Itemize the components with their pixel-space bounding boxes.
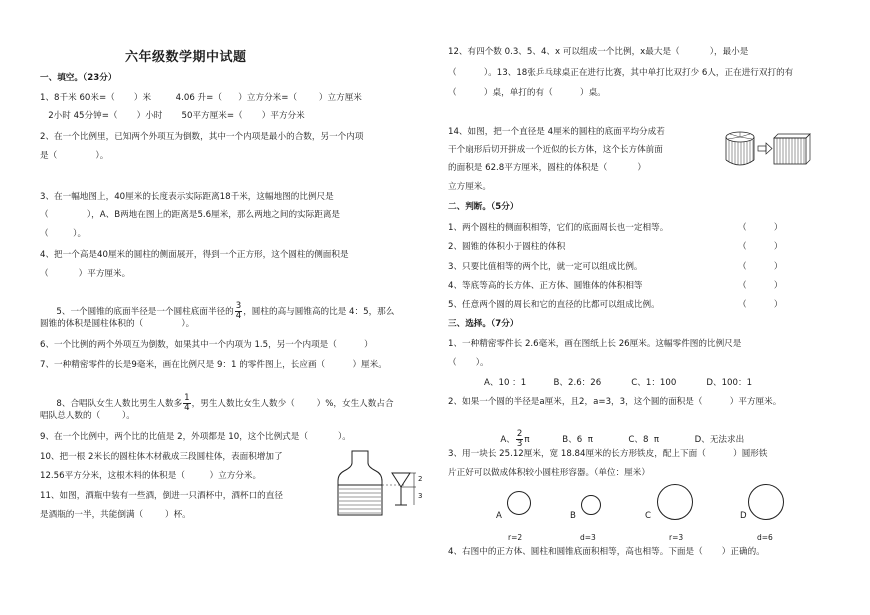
figure-label-3: 3 <box>418 492 423 500</box>
circle-b-size: d=3 <box>580 533 596 542</box>
question-14-line-1: 14、如图，把一个直径是 4厘米的圆柱的底面平均分成若 <box>448 127 665 137</box>
question-8-line-1: 8、合唱队女生人数比男生人数多 $\frac{1}{4}$ ，男生人数比女生人数少（ ）%，女生人数占合 <box>56 393 394 413</box>
question-6: 6、一个比例的两个外项互为倒数，如果其中一个内项为 1.5，另一个内项是（ ） <box>40 340 373 350</box>
judge-4-bracket: （ ） <box>738 281 783 291</box>
choice-2-line-1: 2、如果一个圆的半径是a厘米，且2，a=3，3，这个圆的面积是（ ）平方厘米。 <box>448 397 782 407</box>
question-3-line-1: 3、在一幅地图上，40厘米的长度表示实际距离18千米，这幅地图的比例尺是 <box>40 192 334 202</box>
choice-3-line-2: 片正好可以做成体积较小圆柱形容器。（单位：厘米） <box>448 468 650 478</box>
judge-2-bracket: （ ） <box>738 242 783 252</box>
choice-3-line-1: 3、用一块长 25.12厘米，宽 18.84厘米的长方形铁皮，配上下面（ ）圆形铁 <box>448 449 768 459</box>
question-11-line-1: 11、如图，酒瓶中装有一些酒，倒进一只酒杯中，酒杯口的直径 <box>40 491 283 501</box>
judge-5: 5、任意两个圆的周长和它的直径的比都可以组成比例。 <box>448 300 660 310</box>
question-14-line-2: 干个扇形后切开拼成一个近似的长方体，这个长方体前面 <box>448 145 663 155</box>
question-5-line-2: 圆锥的体积是圆柱体积的（ ）。 <box>40 319 195 329</box>
circle-d-letter: D <box>740 511 747 521</box>
question-10-line-2: 12.56平方分米，这根木料的体积是（ ）立方分米。 <box>40 471 262 481</box>
judge-4: 4、等底等高的长方体、正方体、圆锥体的体积相等 <box>448 281 643 291</box>
choice-4: 4、右图中的正方体、圆柱和圆锥底面积相等，高也相等。下面是（ ）正确的。 <box>448 547 765 557</box>
circle-c-letter: C <box>645 511 652 521</box>
question-1-line-1: 1、8千米 60米=（ ）米 4.06 升=（ ）立方分米=（ ）立方厘米 <box>40 93 362 103</box>
judge-5-bracket: （ ） <box>738 300 783 310</box>
bottle-and-glass-figure <box>336 449 430 519</box>
circle-d-shape <box>748 484 784 520</box>
fraction-one-quarter: $\frac{1}{4}$ <box>184 393 190 413</box>
fraction-two-thirds: $\frac{2}{3}$ <box>516 429 523 449</box>
judge-1-bracket: （ ） <box>738 223 783 233</box>
choice-1-options: A、10 ：1 B、2.6：26 C、1：100 D、100：1 <box>484 378 753 388</box>
question-12-line-1: 12、有四个数 0.3、5、4、x 可以组成一个比例，x最大是（ ），最小是 <box>448 47 749 57</box>
question-3-line-3: （ ）。 <box>40 229 87 239</box>
question-11-line-2: 是酒瓶的一半，共能倒满（ ）杯。 <box>40 510 191 520</box>
circle-d-size: d=6 <box>757 533 773 542</box>
question-3-line-2: （ ），A、B两地在图上的距离是5.6厘米，那么两地之间的实际距离是 <box>40 210 341 220</box>
circle-a-letter: A <box>496 511 502 521</box>
question-5-line-1: 5、一个圆锥的底面半径是一个圆柱底面半径的 $\frac{3}{4}$ ，圆柱的高与圆锥高的比是 4：5，那么 <box>56 301 395 321</box>
circle-b-shape <box>581 495 601 515</box>
question-14-line-4: 立方厘米。 <box>448 182 491 192</box>
question-4-line-2: （ ）平方厘米。 <box>40 269 131 279</box>
question-9: 9、在一个比例中，两个比的比值是 2，外项都是 10，这个比例式是（ ）。 <box>40 432 351 442</box>
question-12-line-3: （ ）桌，单打的有（ ）桌。 <box>448 88 606 98</box>
question-14-line-3: 的面积是 62.8平方厘米，圆柱的体积是（ ） <box>448 163 647 173</box>
question-2-line-1: 2、在一个比例里，已知两个外项互为倒数，其中一个内项是最小的合数，另一个内项 <box>40 132 364 142</box>
circle-a-shape <box>507 491 531 515</box>
judge-2: 2、圆锥的体积小于圆柱的体积 <box>448 242 566 252</box>
fraction-three-quarters: $\frac{3}{4}$ <box>235 301 242 321</box>
question-2-line-2: 是（ ）。 <box>40 151 109 161</box>
judge-1: 1、两个圆柱的侧面积相等，它们的底面周长也一定相等。 <box>448 223 669 233</box>
choice-2-options: A、 $\frac{2}{3}$ π B、6 π C、8 π D、无法求出 <box>500 429 745 449</box>
section-fill-heading: 一、填空。（23分） <box>40 73 117 83</box>
figure-label-2: 2 <box>418 475 423 483</box>
page-title: 六年级数学期中试题 <box>125 50 247 65</box>
section-judge-heading: 二、判断。（5分） <box>448 202 519 212</box>
circle-b-letter: B <box>570 511 576 521</box>
circle-a-size: r=2 <box>508 533 523 542</box>
choice-1-line-2: （ ）。 <box>448 358 489 368</box>
circle-c-shape <box>657 484 693 520</box>
judge-3-bracket: （ ） <box>738 262 783 272</box>
question-10-line-1: 10、把一根 2米长的圆柱体木材截成三段圆柱体，表面积增加了 <box>40 452 283 462</box>
question-12-line-2: （ ）。13、18张乒乓球桌正在进行比赛，其中单打比双打少 6人，正在进行双打的有 <box>448 68 794 78</box>
sliced-cylinder-icon <box>726 132 754 165</box>
section-choose-heading: 三、选择。（7分） <box>448 319 519 329</box>
question-4-line-1: 4、把一个高是40厘米的圆柱的侧面展开，得到一个正方形，这个圆柱的侧面积是 <box>40 250 349 260</box>
question-1-line-2: 2小时 45分钟=（ ）小时 50平方厘米=（ ）平方分米 <box>40 111 305 121</box>
cylinder-to-cuboid-figure <box>724 130 814 170</box>
choice-1-line-1: 1、一种精密零件长 2.6毫米，画在图纸上长 26厘米。这幅零件图的比例尺是 <box>448 339 742 349</box>
approx-cuboid-icon <box>774 134 810 164</box>
arrow-right-icon <box>758 143 772 154</box>
question-8-line-2: 唱队总人数的（ ）。 <box>40 411 135 421</box>
wine-glass-icon <box>392 473 416 505</box>
circle-c-size: r=3 <box>669 533 684 542</box>
question-7: 7、一种精密零件的长是9毫米，画在比例尺是 9：1 的零件图上，长应画（ ）厘米。 <box>40 360 387 370</box>
judge-3: 3、只要比值相等的两个比，就一定可以组成比例。 <box>448 262 643 272</box>
